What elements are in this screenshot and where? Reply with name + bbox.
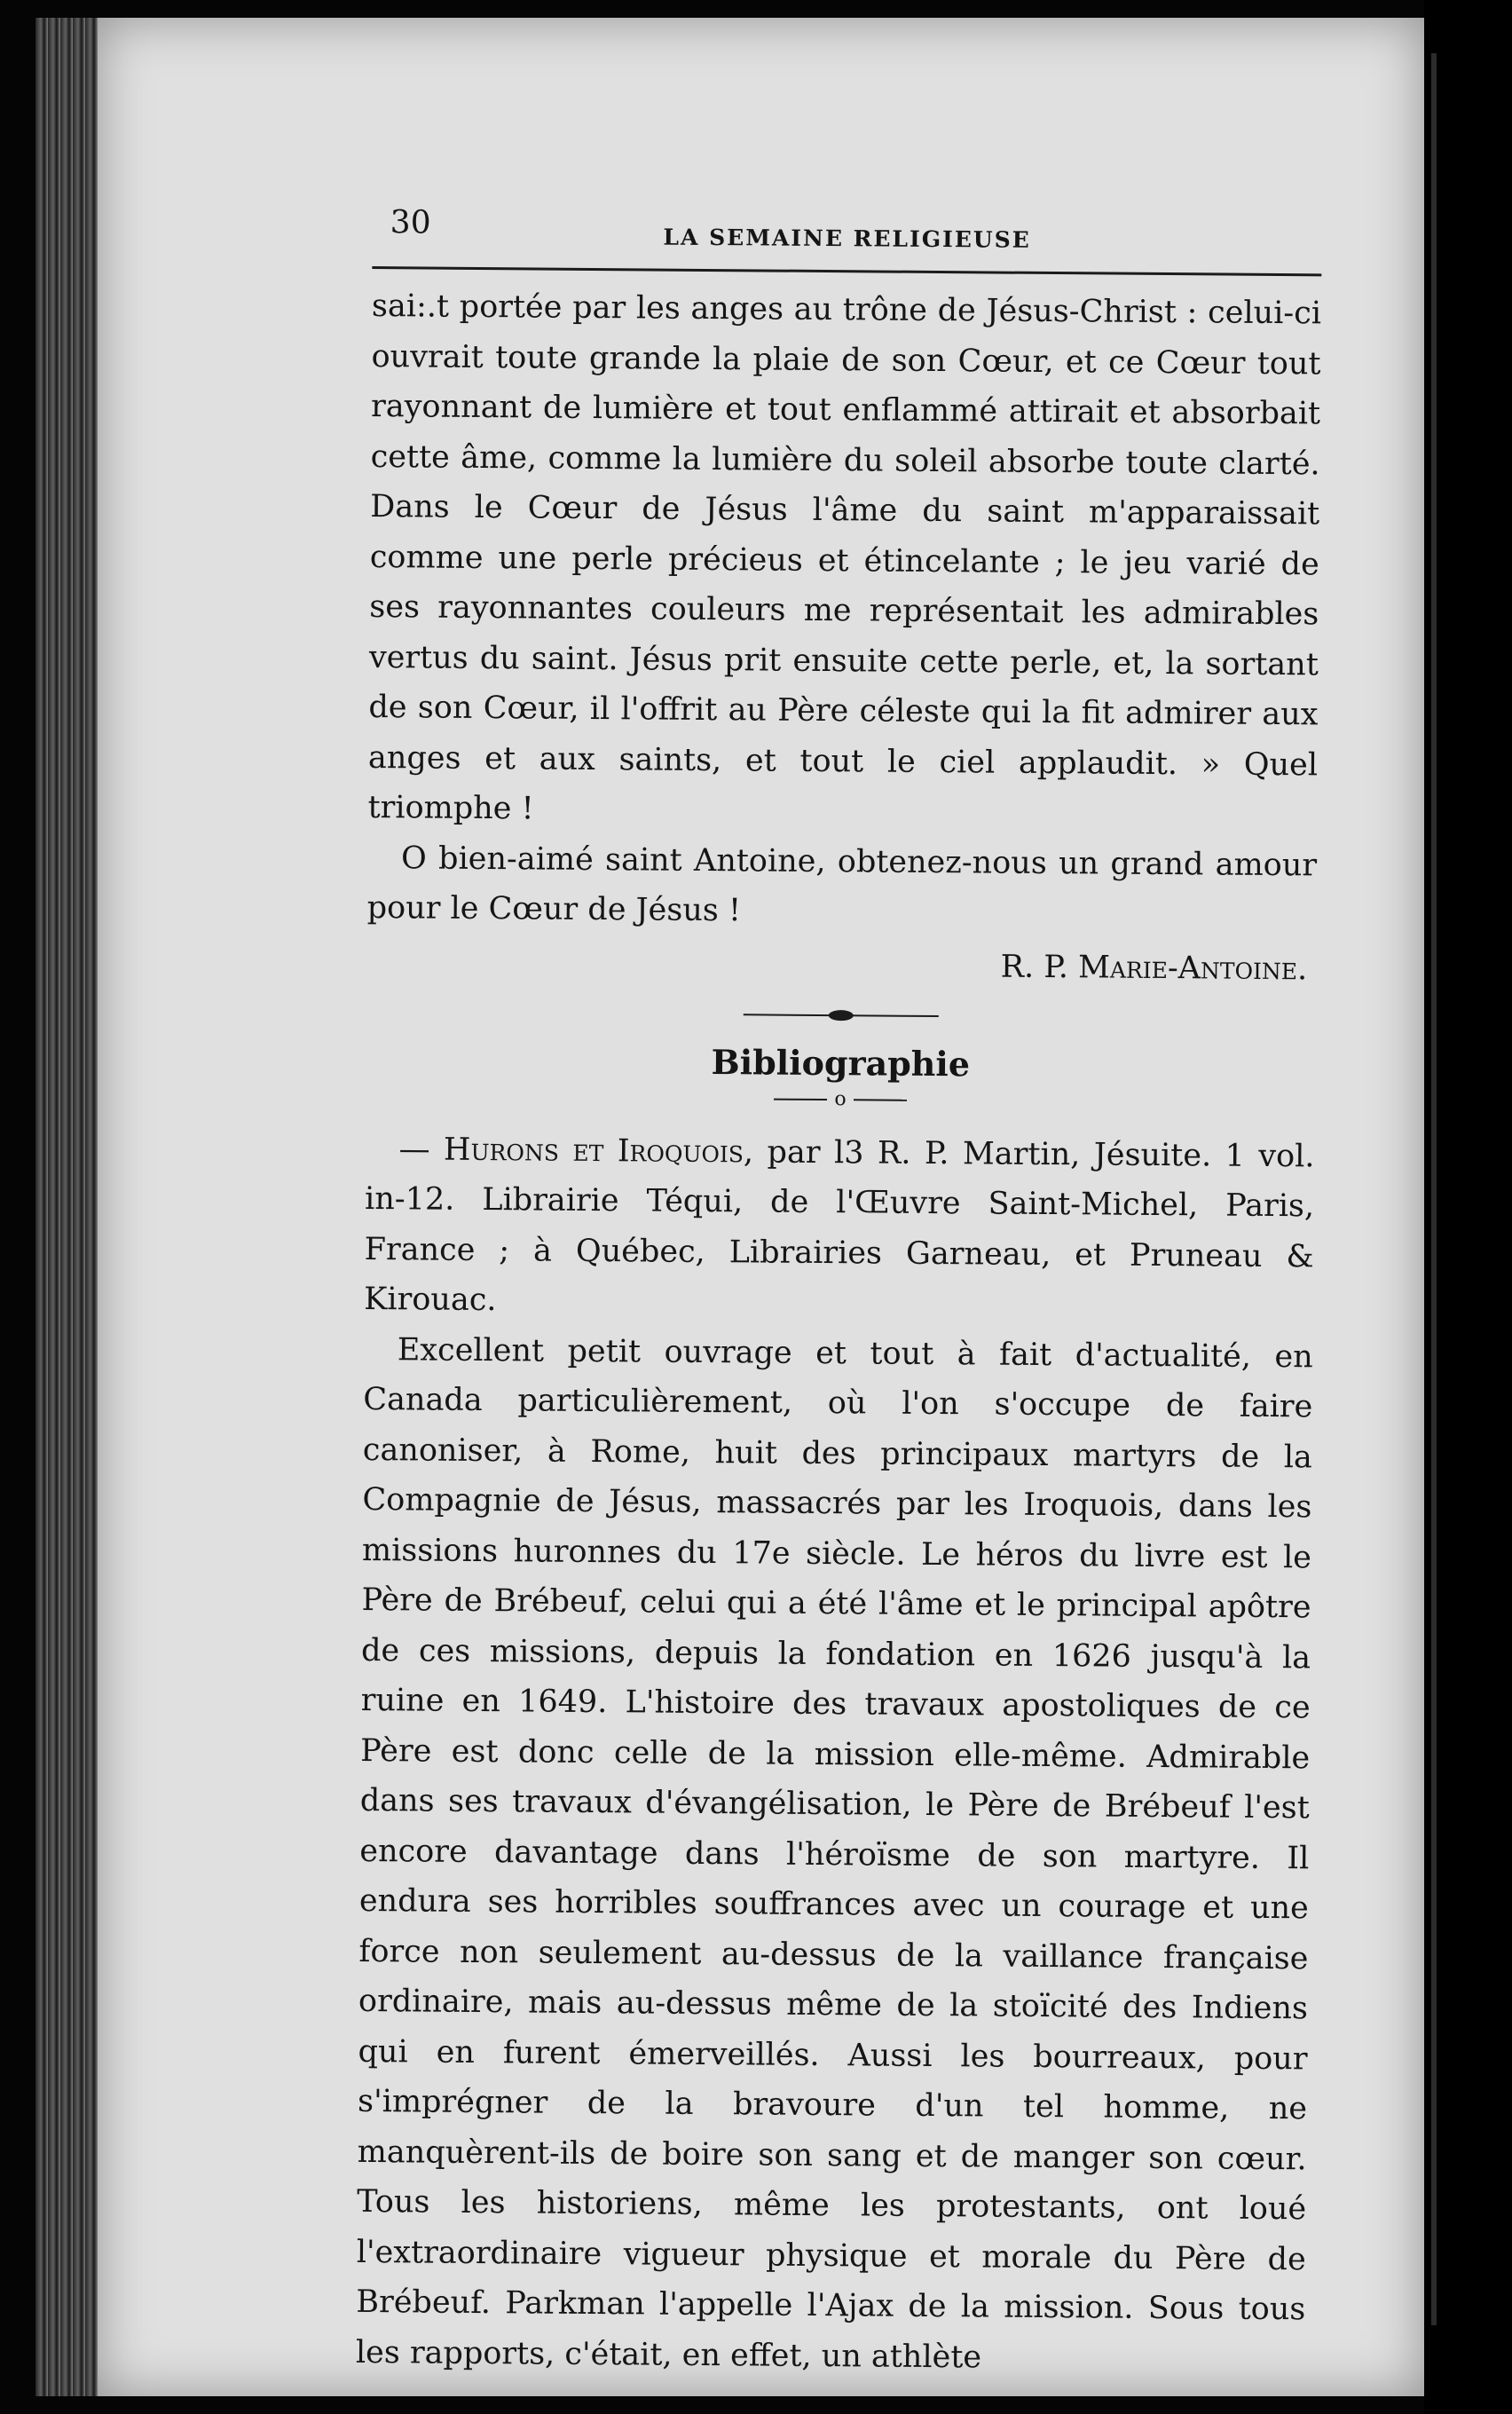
- paragraph-vision: sai:.t portée par les anges au trône de Jésus-Christ : celui-ci ouvrait toute grande la plaie de son Cœur, et ce Cœur tout rayonnant de lumière et tout enflammé attirait et absorbait cette âme, comme la lumière du soleil absorbe toute clarté. Dans le Cœur de Jésus l'âme du saint m'apparaissait comme une perle précieus et étincelante ; le jeu varié de ses rayonnantes couleurs me représentait les admirables vertus du saint. Jésus prit ensuite cette perle, et, la sortant de son Cœur, il l'offrit au Père céleste qui la fit admirer aux anges et aux saints, et tout le ciel applaudit. » Quel triomphe !: [367, 288, 1322, 827]
- page-number: 30: [390, 204, 431, 241]
- ornament-rule: [744, 1014, 939, 1017]
- facing-page-edge: [1424, 0, 1512, 2414]
- book-details: par l3 R. P. Martin, Jésuite. 1 vol. in-12. Librairie Téqui, de l'Œuvre Saint-Michel, Paris, France ; à Québec, Librairies Garneau, et Pruneau & Kirouac.: [364, 1133, 1315, 1319]
- ornament-diamond: [829, 1010, 854, 1021]
- subrule-left-line: [774, 1098, 827, 1100]
- subrule-mark: o: [834, 1087, 847, 1110]
- bibliography-review: Excellent petit ouvrage et tout à fait d'actualité, en Canada particulièrement, où l'on s'occupe de faire canoniser, à Rome, huit des principaux martyrs de la Compagnie de Jésus, massacrés par les Iroquois, dans les missions huronnes du 17e siècle. Le héros du livre est le Père de Brébeuf, celui qui a été l'âme et le principal apôtre de ces missions, depuis la fondation en 1626 jusqu'à la ruine en 1649. L'histoire des travaux apostoliques de ce Père est donc celle de la mission elle-même. Admirable dans ses travaux d'évangélisation, le Père de Brébeuf l'est encore davantage dans l'héroïsme de son martyre. Il endura ses horribles souffrances avec un courage et une force non seulement au-dessus de la vaillance française ordinaire, mais au-dessus même de la stoïcité des Indiens qui en furent émerveillés. Aussi les bourreaux, pour s'imprégner de la bravoure d'un tel homme, ne manquèrent-ils de boire son sang et de manger son cœur. Tous les historiens, même les protestants, ont loué l'extraordinaire vigueur physique et morale du Père de Brébeuf. Parkman l'appelle l'Ajax de la mission. Sous tous les rapports, c'était, en effet, un athlète: [355, 1331, 1313, 2375]
- paragraph-invocation: O bien-aimé saint Antoine, obtenez-nous un grand amour pour le Cœur de Jésus !: [366, 840, 1318, 929]
- author-signature: R. P. Marie-Antoine.: [1000, 949, 1308, 987]
- running-title: LA SEMAINE RELIGIEUSE: [663, 224, 1031, 253]
- bibliography-entry: [364, 1124, 1315, 1331]
- running-head: [372, 195, 1322, 276]
- page-content: [356, 195, 1322, 2385]
- subrule-right-line: [854, 1099, 907, 1100]
- book-title: — Hurons et Iroquois,: [398, 1131, 754, 1170]
- section-title: Bibliographie: [711, 1041, 971, 1084]
- section-ornament: [366, 995, 1316, 1031]
- section-subrule: [366, 1084, 1315, 1113]
